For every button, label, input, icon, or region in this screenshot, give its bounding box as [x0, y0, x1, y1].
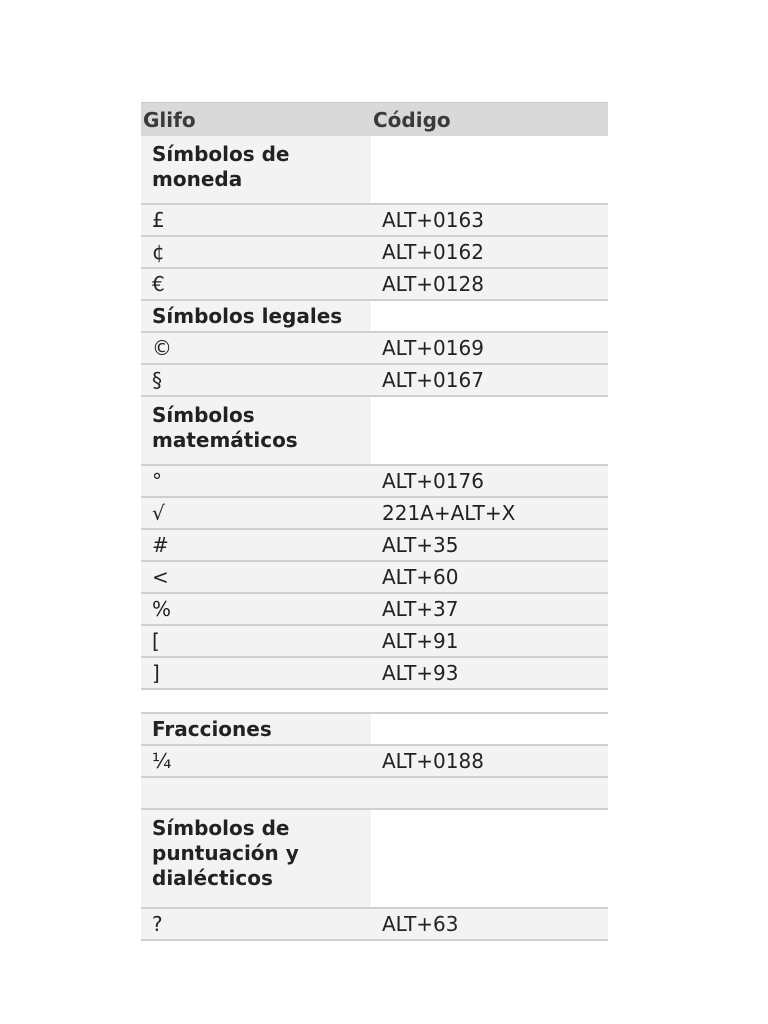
table-row	[141, 593, 608, 625]
code-cell: ALT+35	[371, 529, 608, 561]
table-row	[141, 745, 608, 777]
section-title: Símbolos de puntuación y dialécticos	[141, 809, 371, 908]
section-title: Símbolos de moneda	[141, 136, 371, 204]
glyph-cell: √	[141, 497, 371, 529]
code-cell: ALT+0169	[371, 332, 608, 364]
table-row	[141, 332, 608, 364]
code-cell: ALT+0128	[371, 268, 608, 300]
glyph-cell: ]	[141, 657, 371, 689]
glyph-cell: ?	[141, 908, 371, 940]
table-row	[141, 364, 608, 396]
glyph-cell: °	[141, 465, 371, 497]
table-row	[141, 497, 608, 529]
code-cell: 221A+ALT+X	[371, 497, 608, 529]
code-cell: ALT+91	[371, 625, 608, 657]
section-title: Símbolos legales	[141, 300, 371, 332]
table-row	[141, 561, 608, 593]
glyph-cell: ©	[141, 332, 371, 364]
code-cell: ALT+0188	[371, 745, 608, 777]
glyph-cell: #	[141, 529, 371, 561]
section-header-row	[141, 136, 608, 204]
code-cell: ALT+93	[371, 657, 608, 689]
code-cell: ALT+0162	[371, 236, 608, 268]
section-header-row	[141, 300, 608, 332]
glyph-cell: [	[141, 625, 371, 657]
section-header-row	[141, 396, 608, 465]
glyph-cell: <	[141, 561, 371, 593]
table-row	[141, 465, 608, 497]
header-glyph: Glifo	[141, 103, 371, 137]
code-cell: ALT+0176	[371, 465, 608, 497]
code-cell: ALT+60	[371, 561, 608, 593]
code-cell: ALT+0167	[371, 364, 608, 396]
code-cell: ALT+63	[371, 908, 608, 940]
glyph-cell: §	[141, 364, 371, 396]
table-row	[141, 529, 608, 561]
extra-table-body	[141, 713, 608, 940]
glyph-code-table-continued	[141, 712, 608, 941]
code-cell: ALT+37	[371, 593, 608, 625]
section-empty-cell	[371, 713, 608, 745]
section-empty-cell	[371, 396, 608, 465]
table-header-row	[141, 103, 608, 137]
table-row	[141, 625, 608, 657]
section-title: Símbolos matemáticos	[141, 396, 371, 465]
glyph-cell: ¼	[141, 745, 371, 777]
section-empty-cell	[371, 136, 608, 204]
section-empty-cell	[371, 809, 608, 908]
section-header-row	[141, 713, 608, 745]
glyph-code-table	[141, 102, 608, 690]
header-code: Código	[371, 103, 608, 137]
main-table-body	[141, 136, 608, 689]
table-row	[141, 268, 608, 300]
glyph-cell: £	[141, 204, 371, 236]
table-row	[141, 657, 608, 689]
section-title: Fracciones	[141, 713, 371, 745]
table-row	[141, 908, 608, 940]
blank-cell	[141, 777, 608, 809]
code-cell: ALT+0163	[371, 204, 608, 236]
glyph-cell: €	[141, 268, 371, 300]
blank-row	[141, 777, 608, 809]
table-row	[141, 236, 608, 268]
table-row	[141, 204, 608, 236]
section-empty-cell	[371, 300, 608, 332]
section-header-row	[141, 809, 608, 908]
glyph-cell: %	[141, 593, 371, 625]
glyph-cell: ¢	[141, 236, 371, 268]
